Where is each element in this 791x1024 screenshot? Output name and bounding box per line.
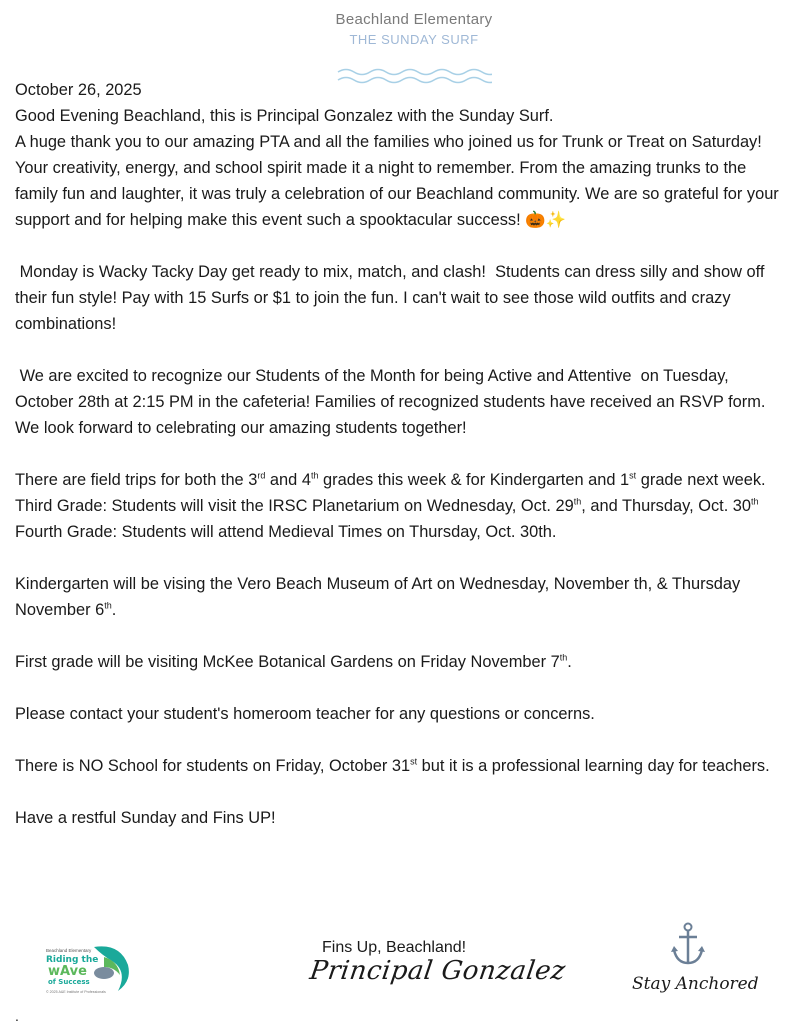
logo-line3: of Success <box>48 978 90 986</box>
school-name: Beachland Elementary <box>335 11 493 28</box>
students-of-month-paragraph: We are excited to recognize our Students of the Month for being Active and Attentive on Tuesday, October 28th at 2:15 PM in the cafeteria! Families of recognized students have received an RSVP form. We look forward to celebrating our amazing students together! <box>15 367 770 437</box>
wacky-tacky-paragraph: Monday is Wacky Tacky Day get ready to mix, match, and clash! Students can dress silly and show off their fun style! Pay with 15 Surfs or $1 to join the fun. I can't wait to see those wild outfits and crazy combinations! <box>15 263 770 333</box>
newsletter-header <box>0 10 791 50</box>
letter-date: October 26, 2025 <box>15 81 142 99</box>
no-school-paragraph: There is NO School for students on Friday, October 31st but it is a professional learning day for teachers. <box>15 756 770 775</box>
trailing-mark: . <box>15 1008 19 1024</box>
stay-anchored-text: Stay Anchored <box>632 974 759 994</box>
logo-copyright: © 2025 A&E Institute of Professionals <box>46 990 106 994</box>
logo-line1: Riding the <box>46 955 99 965</box>
newsletter-title: THE SUNDAY SURF <box>349 32 479 47</box>
fourth-grade-line: Fourth Grade: Students will attend Medieval Times on Thursday, Oct. 30th. <box>15 523 557 541</box>
principal-signature: Principal Gonzalez <box>307 956 568 986</box>
anchor-icon <box>670 922 706 968</box>
logo-line2: wAve <box>48 964 87 979</box>
letter-body <box>15 77 785 831</box>
fins-up-line: Fins Up, Beachland! <box>322 939 467 956</box>
riding-the-wave-logo <box>42 943 134 999</box>
first-grade-paragraph: First grade will be visiting McKee Botanical Gardens on Friday November 7th. <box>15 652 572 671</box>
thanks-paragraph: A huge thank you to our amazing PTA and all the families who joined us for Trunk or Treat on Saturday! Your creativity, energy, and school spirit made it a night to remember. From the amazing trunks to the family fun and laughter, it was truly a celebration of our Beachland community. We are so grateful for your support and for helping make this event such a spooktacular success! 🎃✨ <box>15 133 779 229</box>
closing-line: Have a restful Sunday and Fins UP! <box>15 809 276 827</box>
field-trips-paragraph: There are field trips for both the 3rd and 4th grades this week & for Kindergarten and 1st grade next week. <box>15 470 766 489</box>
third-grade-line: Third Grade: Students will visit the IRSC Planetarium on Wednesday, Oct. 29th, and Thursday, Oct. 30th <box>15 496 759 515</box>
contact-paragraph: Please contact your student's homeroom teacher for any questions or concerns. <box>15 705 595 723</box>
kindergarten-paragraph: Kindergarten will be vising the Vero Beach Museum of Art on Wednesday, November th, & Thursday November 6th. <box>15 575 741 619</box>
logo-small-text: Beachland Elementary <box>46 948 92 953</box>
letter-greeting: Good Evening Beachland, this is Principal Gonzalez with the Sunday Surf. <box>15 107 554 125</box>
